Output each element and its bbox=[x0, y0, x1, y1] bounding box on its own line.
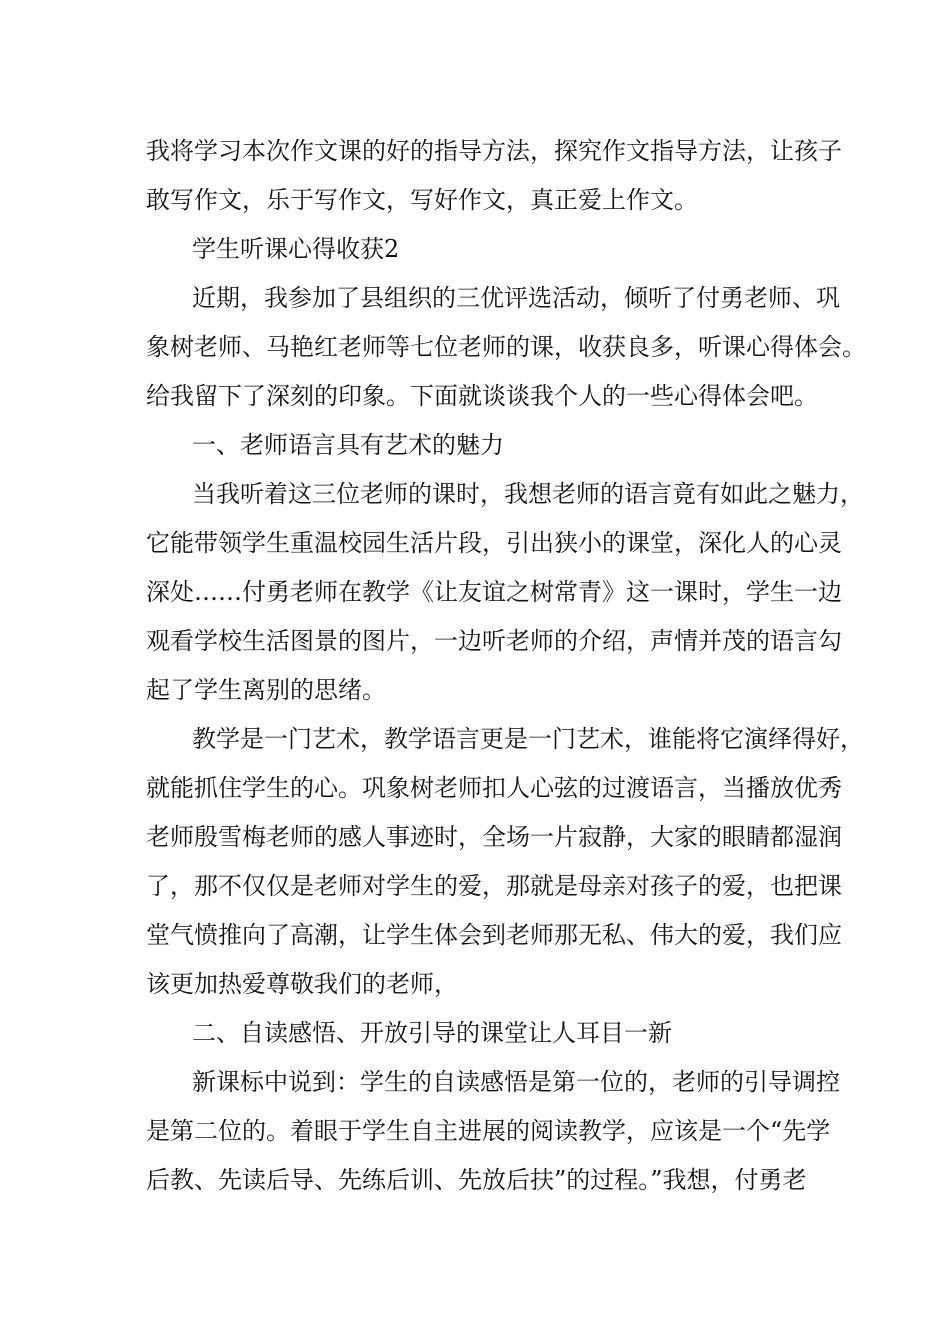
text-line: 该更加热爱尊敬我们的老师， bbox=[146, 970, 458, 998]
document-body bbox=[146, 127, 866, 1205]
text-line: 堂气愤推向了高潮，让学生体会到老师那无私、伟大的爱，我们应 bbox=[146, 921, 842, 949]
text-line: 敢写作文，乐于写作文，写好作文，真正爱上作文。 bbox=[146, 186, 698, 214]
text-line: 它能带领学生重温校园生活片段，引出狭小的课堂，深化人的心灵 bbox=[146, 529, 842, 557]
text-line: 我将学习本次作文课的好的指导方法，探究作文指导方法，让孩子 bbox=[146, 137, 842, 165]
text-line: 观看学校生活图景的图片，一边听老师的介绍，声情并茂的语言勾 bbox=[146, 627, 842, 655]
section-heading: 一、老师语言具有艺术的魅力 bbox=[192, 431, 504, 459]
section-heading: 学生听课心得收获2 bbox=[192, 235, 400, 263]
text-line: 近期，我参加了县组织的三优评选活动，倾听了付勇老师、巩 bbox=[192, 284, 840, 312]
text-line: 是第二位的。着眼于学生自主进展的阅读教学，应该是一个“先学 bbox=[146, 1117, 831, 1145]
text-line: 了，那不仅仅是老师对学生的爱，那就是母亲对孩子的爱，也把课 bbox=[146, 872, 842, 900]
text-line: 新课标中说到：学生的自读感悟是第一位的，老师的引导调控 bbox=[192, 1068, 840, 1096]
text-line: 起了学生离别的思绪。 bbox=[146, 676, 386, 704]
text-line: 象树老师、马艳红老师等七位老师的课，收获良多，听课心得体会。 bbox=[146, 333, 866, 361]
text-line: 老师殷雪梅老师的感人事迹时，全场一片寂静，大家的眼睛都湿润 bbox=[146, 823, 842, 851]
text-line: 后教、先读后导、先练后训、先放后扶”的过程。”我想，付勇老 bbox=[146, 1166, 807, 1194]
text-line: 深处……付勇老师在教学《让友谊之树常青》这一课时，学生一边 bbox=[146, 578, 842, 606]
text-line: 教学是一门艺术，教学语言更是一门艺术，谁能将它演绎得好， bbox=[192, 725, 864, 753]
text-line: 给我留下了深刻的印象。下面就谈谈我个人的一些心得体会吧。 bbox=[146, 382, 818, 410]
section-heading: 二、自读感悟、开放引导的课堂让人耳目一新 bbox=[192, 1019, 672, 1047]
text-line: 就能抓住学生的心。巩象树老师扣人心弦的过渡语言，当播放优秀 bbox=[146, 774, 842, 802]
text-line: 当我听着这三位老师的课时，我想老师的语言竟有如此之魅力， bbox=[192, 480, 864, 508]
